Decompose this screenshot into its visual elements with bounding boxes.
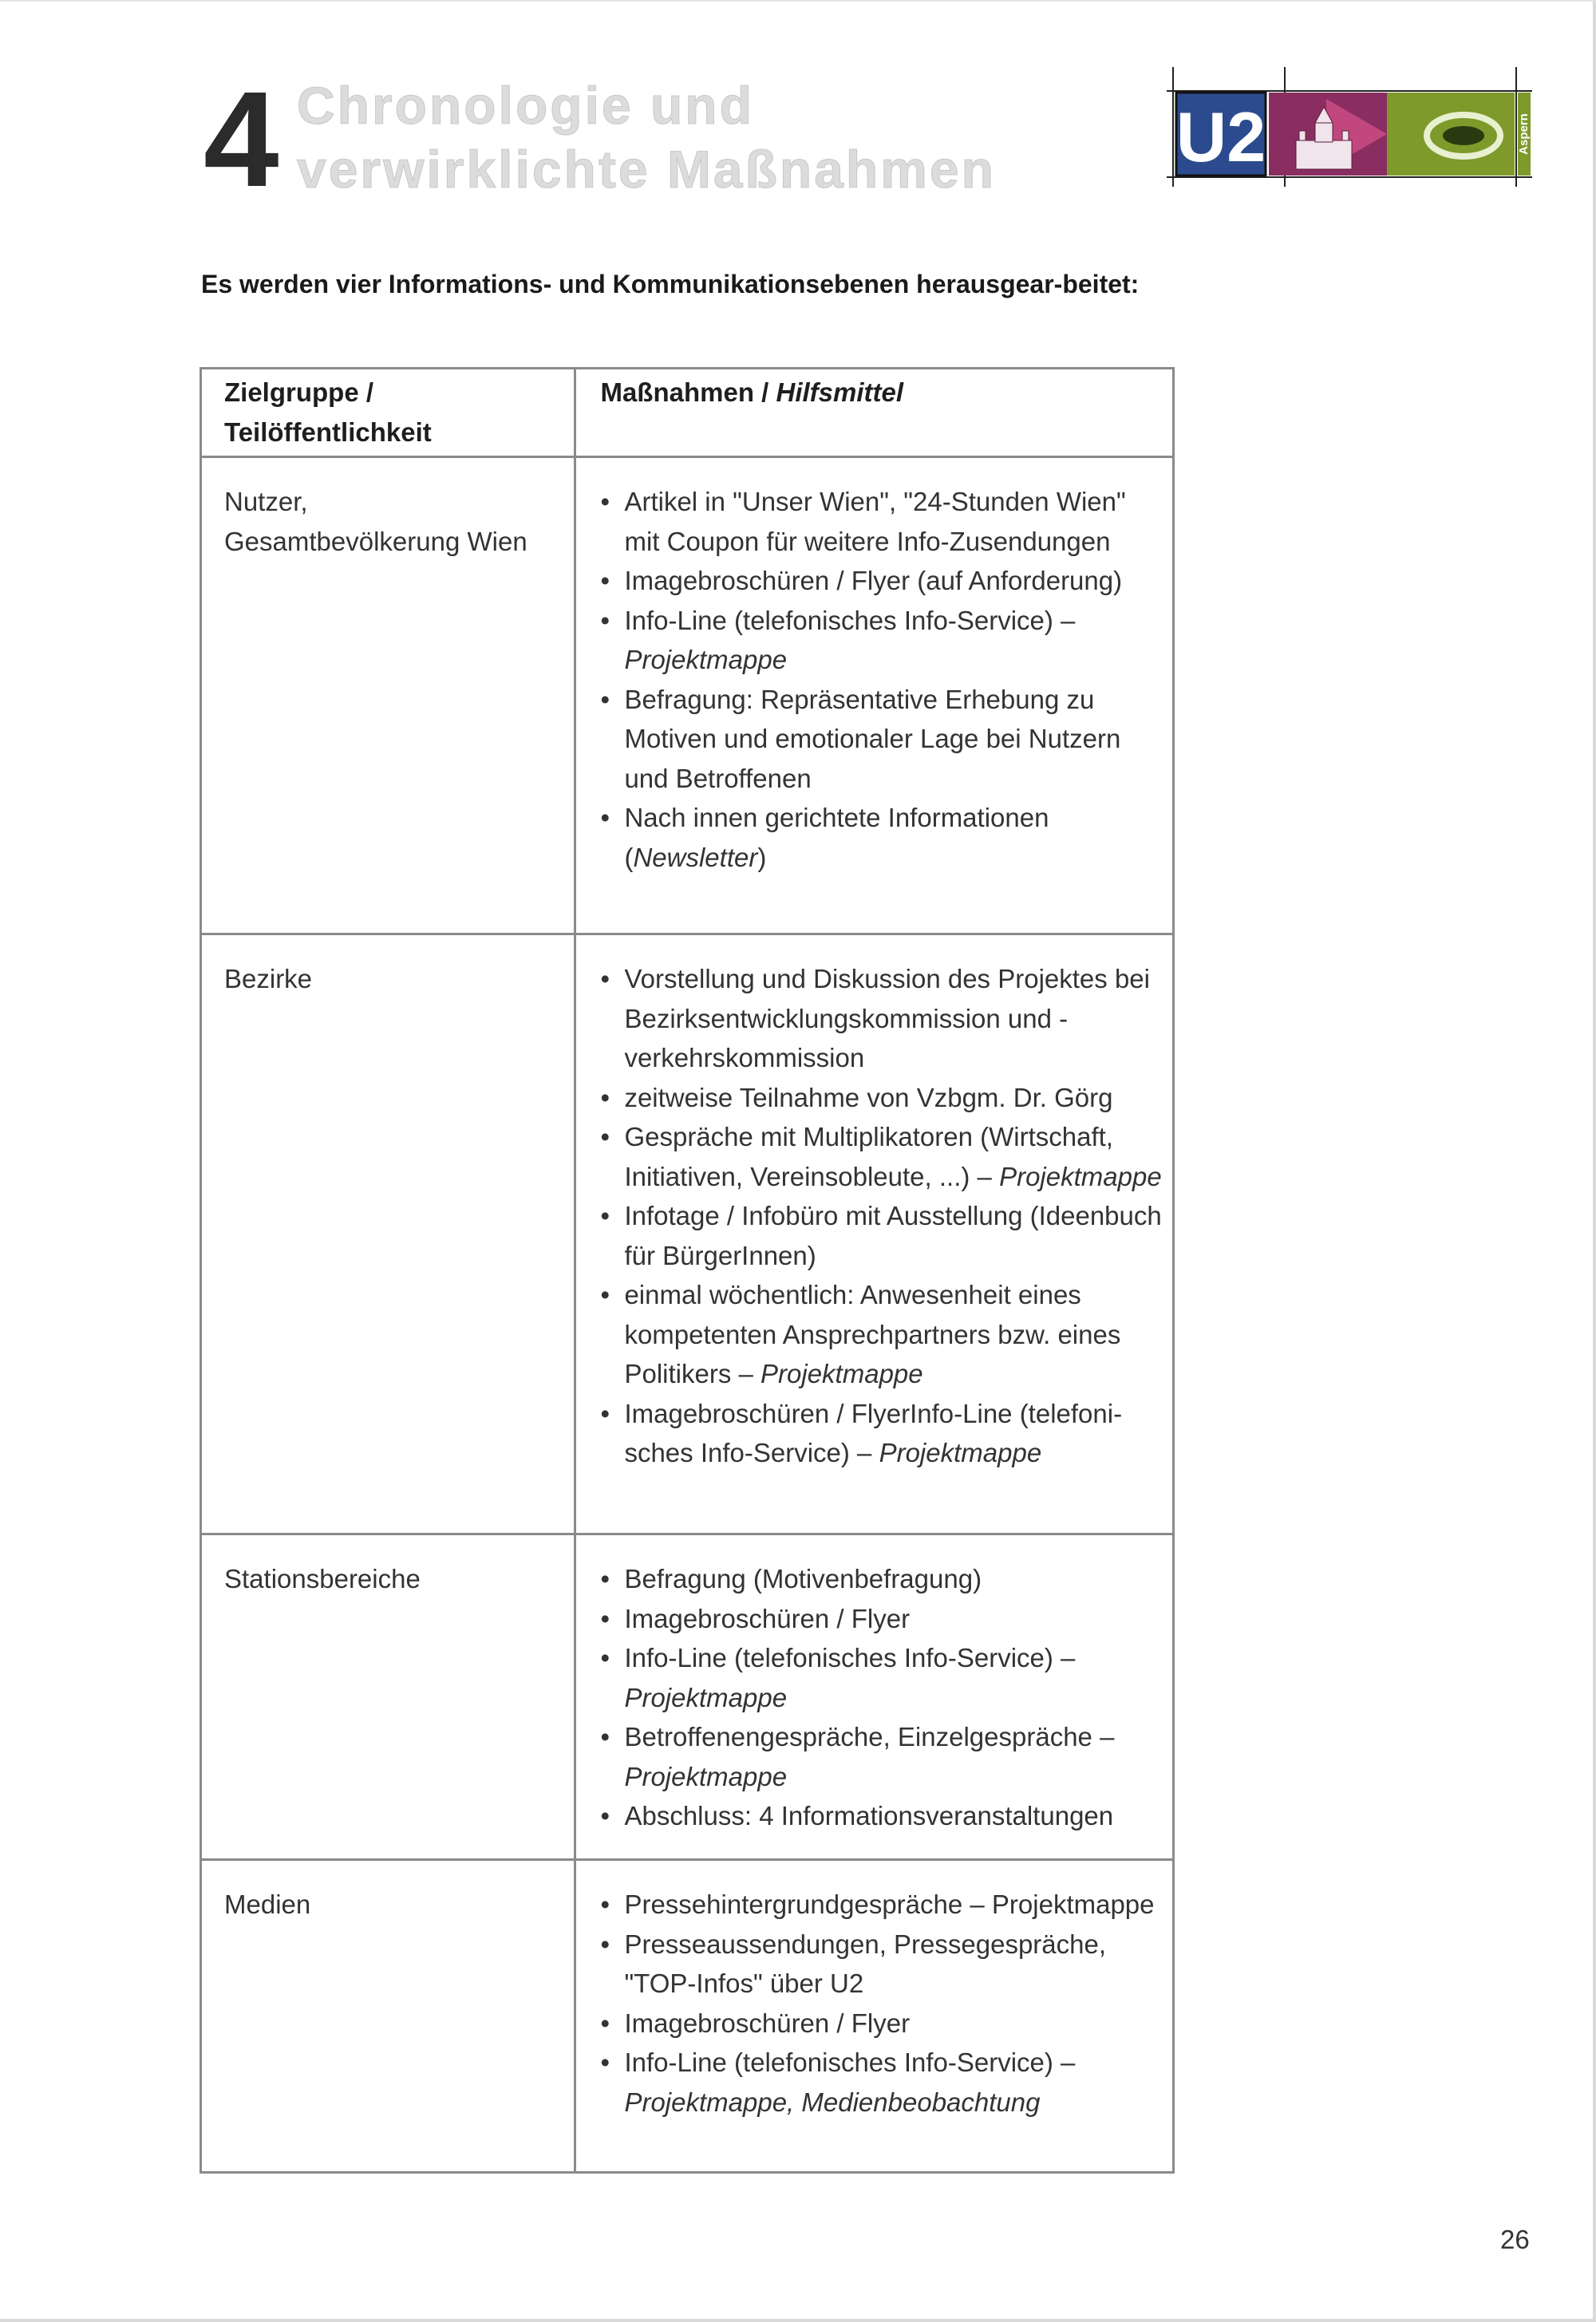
- list-item: • einmal wöchentlich: Anwesenheit eines kompetenten Ansprechpartners bzw. eines Politikers – Projektmappe: [600, 1275, 1164, 1394]
- group-cell: [201, 457, 575, 934]
- header-cell-measures: [575, 369, 1174, 457]
- group-name-line1: Medien: [224, 1890, 311, 1919]
- table-header-row: [201, 369, 1174, 457]
- list-item: • Infotage / Infobüro mit Ausstellung (Ideenbuch für BürgerInnen): [600, 1196, 1164, 1275]
- measures-list: [600, 1885, 1164, 2122]
- u2-aspern-logo: [1167, 67, 1532, 187]
- list-item: • Imagebroschüren / Flyer: [600, 2004, 1164, 2044]
- list-item: • zeitweise Teilnahme von Vzbgm. Dr. Görg: [600, 1078, 1164, 1118]
- list-item: • Artikel in "Unser Wien", "24-Stunden Wien" mit Coupon für weitere Info-Zusendungen: [600, 482, 1164, 561]
- list-item: • Presseaussendungen, Pressegespräche, "TOP-Infos" über U2: [600, 1925, 1164, 2004]
- table-row: [201, 1534, 1174, 1860]
- header-col1-line2: Teilöffentlichkeit: [224, 417, 432, 447]
- list-item: • Befragung: Repräsentative Erhebung zu Motiven und emotionaler Lage bei Nutzern und Betroffenen: [600, 680, 1164, 799]
- group-cell: [201, 934, 575, 1534]
- list-item: • Nach innen gerichtete Informationen (Newsletter): [600, 798, 1164, 877]
- list-item: • Imagebroschüren / FlyerInfo-Line (telefoni-sches Info-Service) – Projektmappe: [600, 1394, 1164, 1473]
- list-item: • Info-Line (telefonisches Info-Service) – Projektmappe, Medienbeobachtung: [600, 2043, 1164, 2122]
- header-col2-italic: Hilfsmittel: [776, 377, 904, 407]
- table-row: [201, 457, 1174, 934]
- chapter-number: 4: [203, 64, 276, 215]
- group-cell: [201, 1860, 575, 2173]
- measures-cell: [575, 1860, 1174, 2173]
- header-cell-target-group: [201, 369, 575, 457]
- logo-aspern-text: Aspern: [1517, 113, 1531, 155]
- group-name-line1: Nutzer,: [224, 487, 308, 516]
- table-row: [201, 934, 1174, 1534]
- measures-table: [200, 367, 1175, 2174]
- logo-u2-text: U2: [1175, 97, 1266, 176]
- chapter-title-line2: verwirklichte Maßnahmen: [297, 140, 996, 199]
- group-name-line2: Gesamtbevölkerung Wien: [224, 526, 527, 556]
- list-item: • Betroffenengespräche, Einzelgespräche – Projektmappe: [600, 1717, 1164, 1796]
- list-item: • Info-Line (telefonisches Info-Service) – Projektmappe: [600, 601, 1164, 680]
- group-name-line1: Stationsbereiche: [224, 1564, 421, 1593]
- page-number: 26: [1500, 2225, 1530, 2254]
- header-col2-plain: Maßnahmen /: [600, 377, 776, 407]
- list-item: • Vorstellung und Diskussion des Projektes bei Bezirksentwicklungskommission und -verkehrskommission: [600, 959, 1164, 1078]
- measures-cell: [575, 934, 1174, 1534]
- table-row: [201, 1860, 1174, 2173]
- measures-cell: [575, 457, 1174, 934]
- measures-list: [600, 482, 1164, 877]
- list-item: • Info-Line (telefonisches Info-Service) – Projektmappe: [600, 1638, 1164, 1717]
- chapter-title: [297, 73, 996, 201]
- measures-list: [600, 959, 1164, 1473]
- list-item: • Pressehintergrundgespräche – Projektmappe: [600, 1885, 1164, 1925]
- list-item: • Abschluss: 4 Informationsveranstaltungen: [600, 1796, 1164, 1836]
- header-col1-line1: Zielgruppe /: [224, 377, 374, 407]
- intro-text: Es werden vier Informations- und Kommunikationsebenen herausgear-beitet:: [201, 270, 1140, 298]
- list-item: • Imagebroschüren / Flyer (auf Anforderung): [600, 561, 1164, 601]
- measures-cell: [575, 1534, 1174, 1860]
- group-name-line1: Bezirke: [224, 964, 313, 993]
- group-cell: [201, 1534, 575, 1860]
- list-item: • Befragung (Motivenbefragung): [600, 1559, 1164, 1599]
- measures-list: [600, 1559, 1164, 1836]
- chapter-title-line1: Chronologie und: [297, 76, 754, 135]
- list-item: • Gespräche mit Multiplikatoren (Wirtschaft, Initiativen, Vereinsobleute, ...) – Projektmappe: [600, 1117, 1164, 1196]
- list-item: • Imagebroschüren / Flyer: [600, 1599, 1164, 1639]
